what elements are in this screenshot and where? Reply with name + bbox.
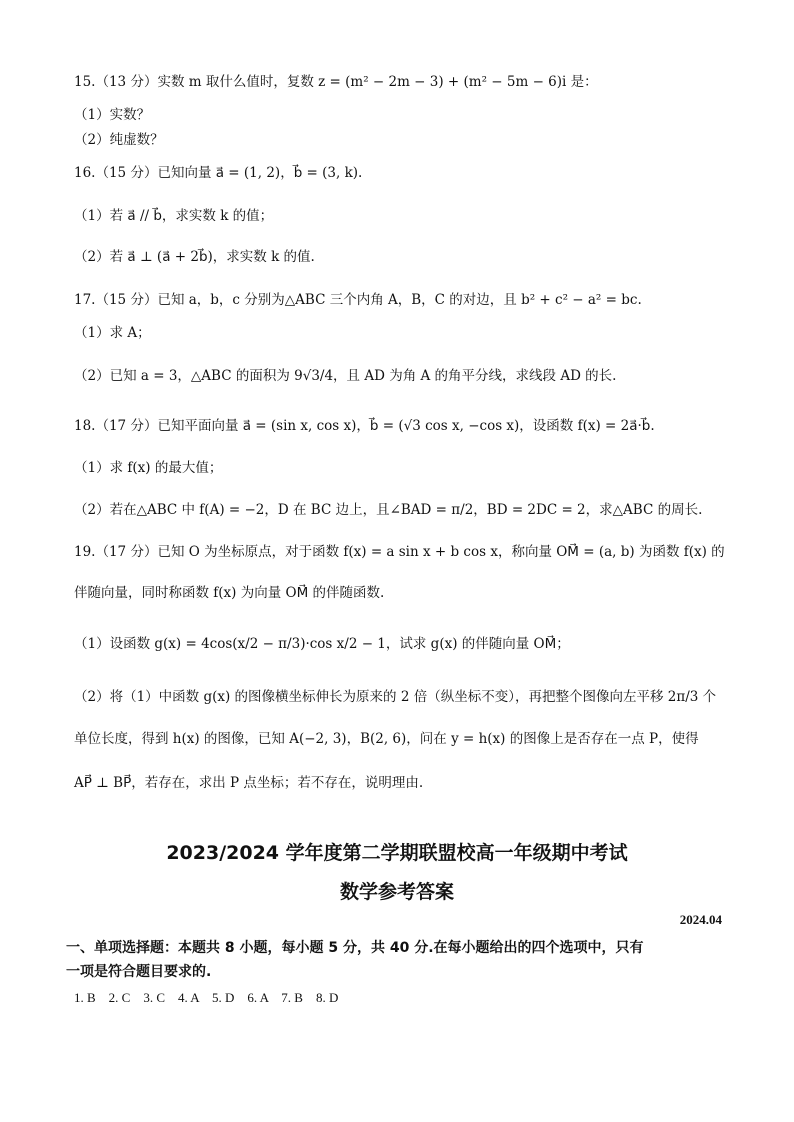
question-19-part-2-cont: 单位长度，得到 h(x) 的图像，已知 A(−2, 3)，B(2, 6)，问在 y = h(x) 的图像上是否存在一点 P，使得 [74, 731, 699, 747]
question-15-part-1: （1）实数？ [74, 107, 151, 123]
question-16-stem: 16.（15 分）已知向量 a⃗ = (1, 2)，b⃗ = (3, k). [74, 165, 363, 181]
question-17-part-2: （2）已知 a = 3，△ABC 的面积为 9√3/4，且 AD 为角 A 的角平分线，求线段 AD 的长. [74, 368, 617, 384]
answer-key-subtitle: 数学参考答案 [339, 881, 454, 903]
question-16-part-1: （1）若 a⃗ // b⃗，求实数 k 的值； [74, 208, 274, 224]
section-1-heading-line-2: 一项是符合题目要求的. [66, 964, 212, 980]
answer-key-title: 2023/2024 学年度第二学期联盟校高一年级期中考试 [166, 842, 628, 864]
answer-key-date: 2024.04 [679, 912, 722, 927]
question-19-part-2-end: AP⃗ ⊥ BP⃗，若存在，求出 P 点坐标；若不存在，说明理由. [74, 775, 424, 791]
question-17-stem: 17.（15 分）已知 a，b，c 分别为△ABC 三个内角 A，B，C 的对边，且 b² + c² − a² = bc. [74, 292, 642, 308]
question-19-part-2: （2）将（1）中函数 g(x) 的图像横坐标伸长为原来的 2 倍（纵坐标不变），再把整个图像向左平移 2π/3 个 [74, 689, 717, 705]
question-19-stem-cont: 伴随向量，同时称函数 f(x) 为向量 OM⃗ 的伴随函数. [74, 585, 385, 601]
section-1-heading [66, 936, 730, 984]
question-19-stem: 19.（17 分）已知 O 为坐标原点，对于函数 f(x) = a sin x + b cos x，称向量 OM⃗ = (a, b) 为函数 f(x) 的 [74, 544, 725, 560]
section-1-heading-line-1: 一、单项选择题：本题共 8 小题，每小题 5 分，共 40 分.在每小题给出的四个选项中，只有 [66, 940, 644, 956]
multiple-choice-answers: 1. B 2. C 3. C 4. A 5. D 6. A 7. B 8. D [74, 990, 339, 1005]
question-15-stem: 15.（13 分）实数 m 取什么值时，复数 z = (m² − 2m − 3) + (m² − 5m − 6)i 是： [74, 74, 598, 90]
question-16-part-2: （2）若 a⃗ ⊥ (a⃗ + 2b⃗)，求实数 k 的值. [74, 249, 315, 265]
question-18-part-1: （1）求 f(x) 的最大值； [74, 460, 223, 476]
question-19-part-1: （1）设函数 g(x) = 4cos(x/2 − π/3)·cos x/2 − 1，试求 g(x) 的伴随向量 OM⃗； [74, 636, 570, 652]
question-18-part-2: （2）若在△ABC 中 f(A) = −2，D 在 BC 边上，且∠BAD = π/2，BD = 2DC = 2，求△ABC 的周长. [74, 502, 703, 518]
question-18-stem: 18.（17 分）已知平面向量 a⃗ = (sin x, cos x)，b⃗ = (√3 cos x, −cos x)，设函数 f(x) = 2a⃗·b⃗. [74, 418, 655, 434]
question-17-part-1: （1）求 A； [74, 325, 151, 341]
question-15-part-2: （2）纯虚数？ [74, 132, 164, 148]
